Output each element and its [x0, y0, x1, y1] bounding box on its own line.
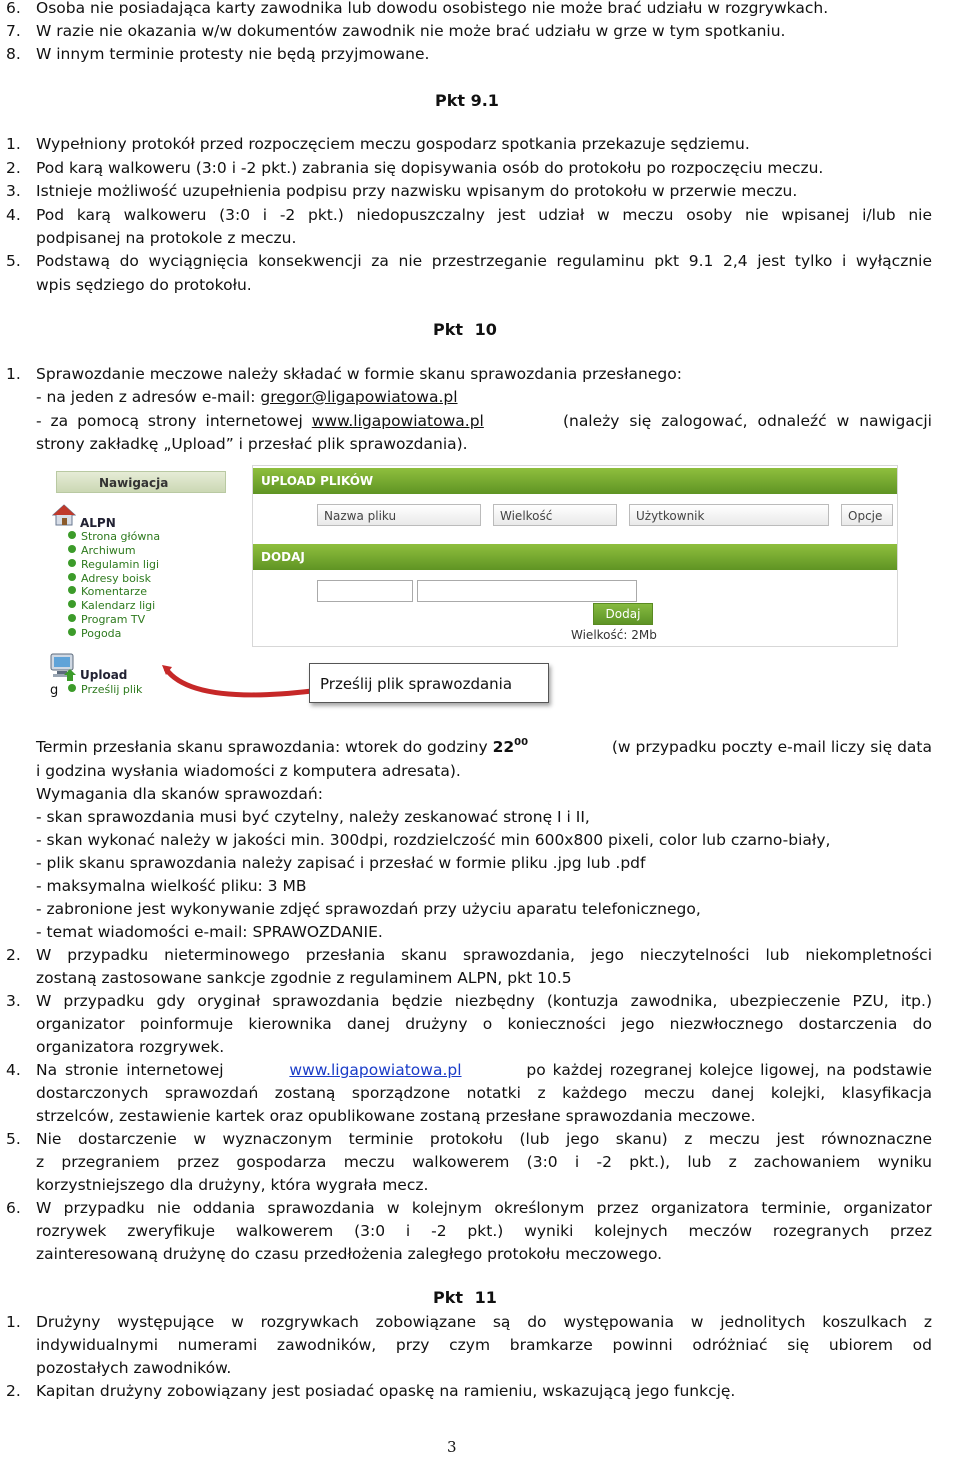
section-heading-pkt-10: Pkt 10 [433, 320, 497, 339]
bullet-icon [68, 586, 76, 594]
email-link[interactable]: gregor@ligapowiatowa.pl [260, 388, 458, 406]
computer-upload-icon [48, 651, 78, 683]
nav-section-upload: Upload [80, 668, 128, 682]
website-link[interactable]: www.ligapowiatowa.pl [289, 1061, 462, 1079]
bullet-icon [68, 628, 76, 636]
column-header-uzytkownik[interactable]: Użytkownik [629, 504, 829, 526]
section-heading-pkt-11: Pkt 11 [433, 1288, 497, 1307]
nav-item-program-tv[interactable]: Program TV [68, 613, 145, 626]
page-number: 3 [447, 1438, 457, 1456]
upload-panel [252, 465, 898, 647]
add-section-title: DODAJ [253, 544, 897, 570]
nav-item-pogoda[interactable]: Pogoda [68, 627, 121, 640]
upload-panel-title: UPLOAD PLIKÓW [253, 468, 897, 494]
file-path-field[interactable] [417, 580, 637, 602]
upload-screenshot [44, 463, 896, 711]
bullet-icon [68, 684, 76, 692]
column-header-nazwa[interactable]: Nazwa pliku [317, 504, 481, 526]
file-name-field[interactable] [317, 580, 413, 602]
nav-item-komentarze[interactable]: Komentarze [68, 585, 147, 598]
home-icon [52, 503, 76, 527]
size-limit-label: Wielkość: 2Mb [571, 628, 657, 642]
website-link[interactable]: www.ligapowiatowa.pl [311, 412, 484, 430]
bullet-icon [68, 559, 76, 567]
bullet-icon [68, 531, 76, 539]
callout-box: Prześlij plik sprawozdania [309, 663, 549, 703]
stray-character: g [50, 683, 59, 698]
deadline-hour: 22 [492, 738, 515, 756]
nav-item-regulamin[interactable]: Regulamin ligi [68, 558, 159, 571]
bullet-icon [68, 600, 76, 608]
nav-item-adresy[interactable]: Adresy boisk [68, 572, 151, 585]
deadline-minutes: 00 [514, 737, 529, 748]
bullet-icon [68, 573, 76, 581]
bullet-icon [68, 614, 76, 622]
navigation-header: Nawigacja [56, 471, 226, 493]
add-button[interactable]: Dodaj [593, 603, 653, 625]
nav-item-przeslij-plik[interactable]: Prześlij plik [68, 683, 142, 696]
arrow-icon [162, 665, 322, 711]
section-heading-pkt-9-1: Pkt 9.1 [435, 91, 499, 110]
nav-item-strona-glowna[interactable]: Strona główna [68, 530, 160, 543]
nav-item-kalendarz[interactable]: Kalendarz ligi [68, 599, 155, 612]
nav-item-archiwum[interactable]: Archiwum [68, 544, 136, 557]
bullet-icon [68, 545, 76, 553]
nav-section-alpn: ALPN [80, 516, 116, 530]
column-header-opcje[interactable]: Opcje [841, 504, 893, 526]
column-header-wielkosc[interactable]: Wielkość [493, 504, 617, 526]
